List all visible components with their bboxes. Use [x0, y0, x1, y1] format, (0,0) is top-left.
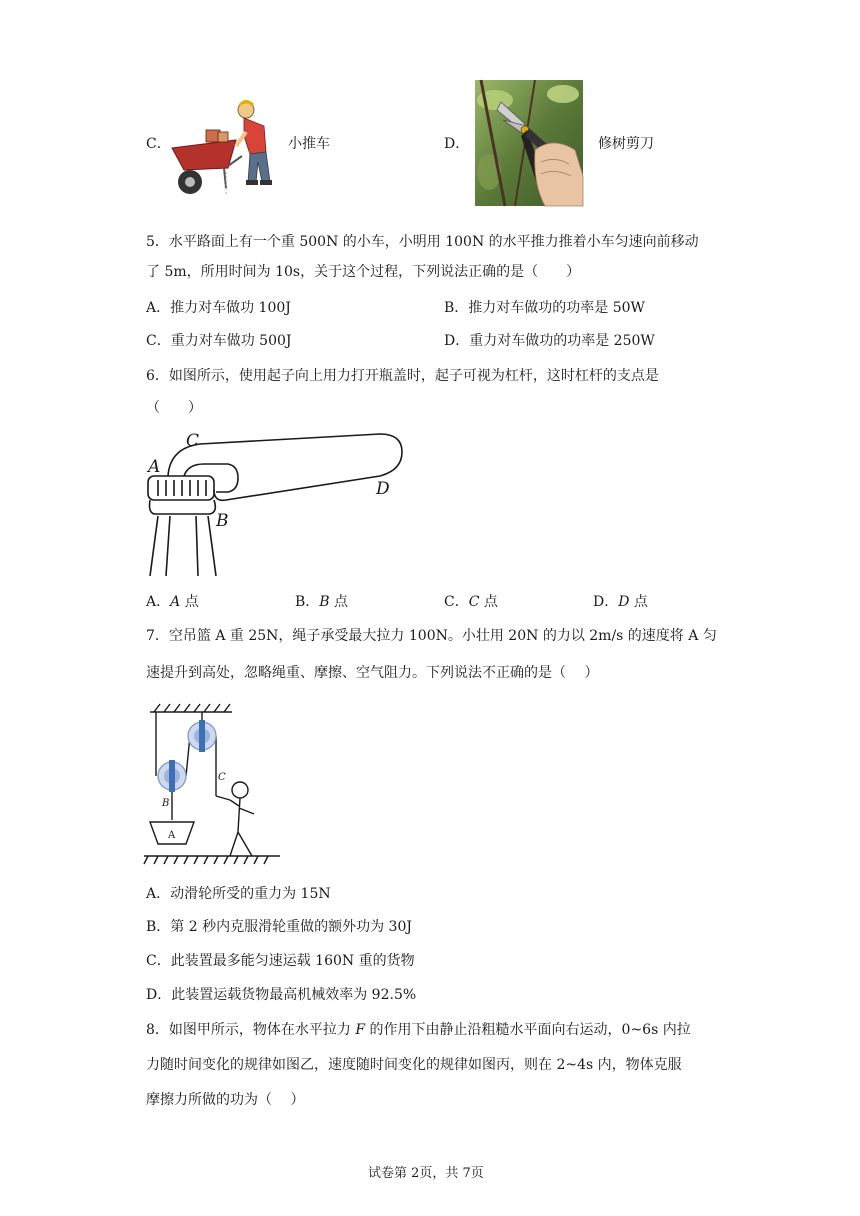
question-7-option-d: D．此装置运载货物最高机械效率为 92.5%: [146, 987, 417, 1003]
opener-label-a: A: [148, 457, 161, 477]
question-6-option-d: D．D 点: [593, 594, 648, 610]
question-6-option-c: C．C 点: [444, 594, 498, 610]
question-7-option-a: A．动滑轮所受的重力为 15N: [146, 886, 331, 902]
page-footer: 试卷第 2页，共 7页: [368, 1166, 484, 1181]
option-d-label: 修树剪刀: [598, 136, 654, 152]
question-5-option-d: D．重力对车做功的功率是 250W: [444, 333, 655, 349]
pulley-basket-label: A: [168, 830, 176, 841]
option-c-letter: C．: [146, 136, 171, 152]
opener-label-d: D: [376, 479, 390, 499]
question-5-line2: 了 5m，所用时间为 10s，关于这个过程，下列说法正确的是（ ）: [146, 264, 581, 280]
pulley-system-figure: [144, 704, 280, 864]
question-7-option-b: B．第 2 秒内克服滑轮重做的额外功为 30J: [146, 919, 412, 935]
pruning-shears-image: [475, 80, 583, 206]
question-6-line2: （ ）: [146, 400, 202, 416]
question-8-line3: 摩擦力所做的功为（ ）: [146, 1092, 305, 1108]
bottle-opener-figure: [140, 426, 420, 578]
question-5-option-b: B．推力对车做功的功率是 50W: [444, 300, 645, 316]
question-6-option-a: A．A 点: [146, 594, 199, 610]
question-5-line1: 5．水平路面上有一个重 500N 的小车，小明用 100N 的水平推力推着小车匀速向前移动: [146, 234, 699, 250]
wheelbarrow-image: [166, 96, 286, 198]
option-d-letter: D．: [444, 136, 470, 152]
pulley-label-c: C: [218, 772, 226, 783]
question-8-line1: 8．如图甲所示，物体在水平拉力 F 的作用下由静止沿粗糙水平面向右运动，0~6s 内拉: [146, 1022, 691, 1038]
question-7-option-c: C．此装置最多能匀速运载 160N 重的货物: [146, 953, 415, 969]
pulley-label-b: B: [162, 798, 170, 809]
question-6-option-b: B．B 点: [295, 594, 349, 610]
question-6-line1: 6．如图所示，使用起子向上用力打开瓶盖时，起子可视为杠杆，这时杠杆的支点是: [146, 368, 659, 384]
question-5-option-c: C．重力对车做功 500J: [146, 333, 292, 349]
question-8-line2: 力随时间变化的规律如图乙，速度随时间变化的规律如图丙，则在 2~4s 内，物体克服: [146, 1057, 682, 1073]
question-7-line1: 7．空吊篮 A 重 25N，绳子承受最大拉力 100N。小壮用 20N 的力以 2m/s 的速度将 A 匀: [146, 628, 717, 644]
opener-label-c: C: [186, 431, 200, 451]
question-5-option-a: A．推力对车做功 100J: [146, 300, 291, 316]
opener-label-b: B: [216, 511, 229, 531]
question-7-line2: 速提升到高处，忽略绳重、摩擦、空气阻力。下列说法不正确的是（ ）: [146, 665, 599, 681]
option-c-label: 小推车: [288, 136, 330, 152]
